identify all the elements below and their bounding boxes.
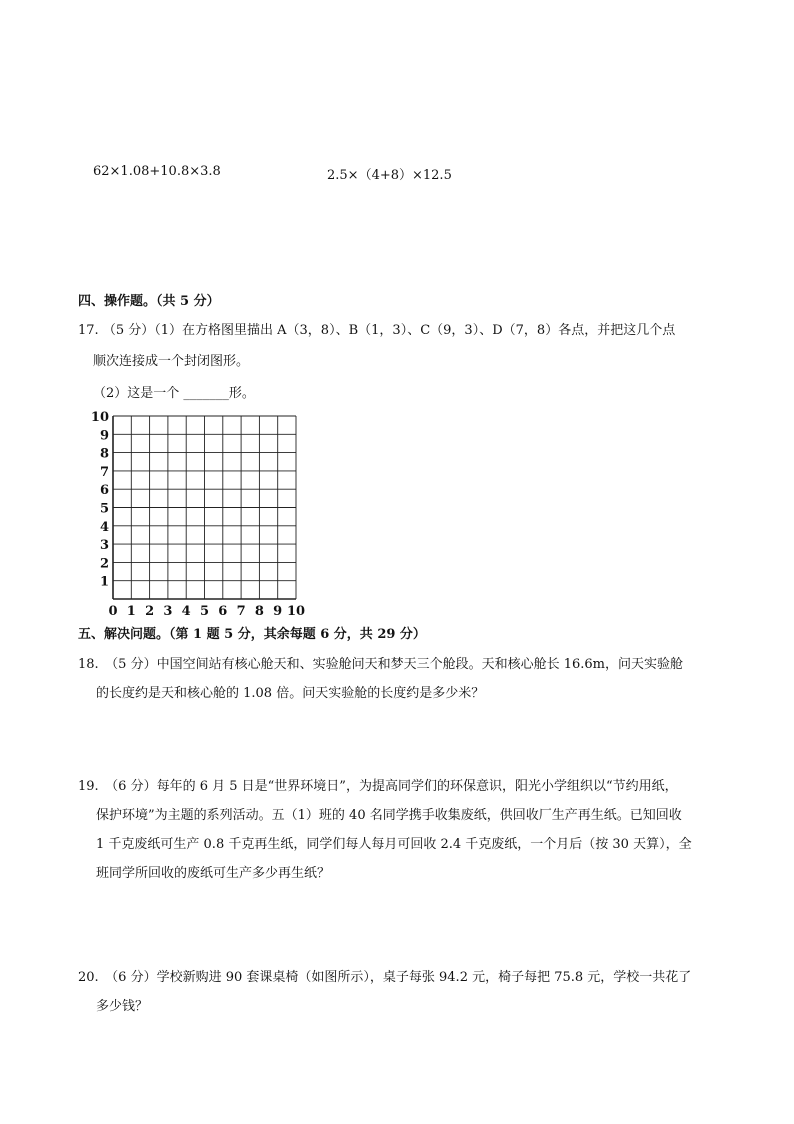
expression-2: 2.5×（4+8）×12.5 bbox=[327, 168, 452, 183]
q17-part1-suffix: 各点，并把这几个点 bbox=[558, 323, 676, 338]
coordinate-grid[interactable] bbox=[90, 402, 315, 622]
grid-svg bbox=[90, 402, 315, 622]
q17-score: （5 分） bbox=[102, 323, 155, 338]
y-axis-tick-label: 2 bbox=[99, 556, 109, 572]
q19-line-4: 班同学所回收的废纸可生产多少再生纸？ bbox=[96, 866, 331, 881]
y-axis-tick-label: 8 bbox=[99, 446, 109, 462]
x-axis-tick-label: 7 bbox=[236, 604, 246, 619]
y-axis-tick-label: 9 bbox=[99, 428, 109, 444]
section-5-heading: 五、解决问题。（第 1 题 5 分，其余每题 6 分，共 29 分） bbox=[78, 627, 426, 642]
x-axis-tick-label: 5 bbox=[199, 604, 210, 619]
point-b: B（1，3） bbox=[348, 323, 408, 338]
q20-line-1: 20. （6 分）学校新购进 90 套课桌椅（如图所示），桌子每张 94.2 元，椅子每把 75.8 元，学校一共花了 bbox=[78, 970, 692, 985]
q17-part2-prefix: （2）这是一个 bbox=[93, 386, 180, 401]
q17-part2-suffix: 形。 bbox=[228, 386, 255, 401]
y-axis-tick-label: 5 bbox=[99, 501, 109, 517]
q20-line-2: 多少钱？ bbox=[96, 999, 149, 1014]
x-axis-tick-label: 10 bbox=[286, 604, 306, 619]
x-axis-tick-label: 6 bbox=[218, 604, 228, 619]
y-axis-tick-label: 1 bbox=[99, 574, 109, 590]
expression-1: 62×1.08+10.8×3.8 bbox=[93, 164, 221, 179]
q19-line-2: 保护环境”为主题的系列活动。五（1）班的 40 名同学携手收集废纸，供回收厂生产再生纸。已知回收 bbox=[96, 808, 682, 823]
x-axis-tick-label: 8 bbox=[254, 604, 264, 619]
y-axis-tick-label: 7 bbox=[99, 464, 109, 480]
y-axis-tick-label: 10 bbox=[90, 410, 109, 425]
q17-line-1 bbox=[78, 319, 675, 338]
q17-line-2: 顺次连接成一个封闭图形。 bbox=[93, 354, 250, 369]
point-d: D（7，8） bbox=[492, 323, 559, 338]
x-axis-tick-label: 9 bbox=[273, 604, 283, 619]
q20 bbox=[78, 963, 691, 1021]
x-axis-tick-label: 0 bbox=[108, 604, 118, 619]
q18 bbox=[78, 650, 683, 708]
y-axis-tick-label: 6 bbox=[99, 483, 109, 499]
q18-line-2: 的长度约是天和核心舱的 1.08 倍。问天实验舱的长度约是多少米？ bbox=[96, 686, 485, 701]
q17-number: 17. bbox=[78, 323, 99, 338]
q17-part-2 bbox=[93, 382, 255, 401]
point-a: A（3，8） bbox=[277, 323, 336, 338]
q19-line-3: 1 千克废纸可生产 0.8 千克再生纸，同学们每人每月可回收 2.4 千克废纸，一个月后（按 30 天算），全 bbox=[96, 837, 692, 852]
q19 bbox=[78, 772, 692, 888]
q18-line-1: 18. （5 分）中国空间站有核心舱天和、实验舱问天和梦天三个舱段。天和核心舱长 16.6m，问天实验舱 bbox=[78, 657, 683, 672]
y-axis-tick-label: 4 bbox=[99, 519, 109, 535]
x-axis-tick-label: 2 bbox=[145, 604, 155, 619]
section-4-heading: 四、操作题。（共 5 分） bbox=[78, 294, 220, 309]
point-c: C（9，3） bbox=[420, 323, 480, 338]
q17-part1-prefix: （1）在方格图里描出 bbox=[154, 323, 278, 338]
separator: 、 bbox=[407, 323, 421, 338]
q19-line-1: 19. （6 分）每年的 6 月 5 日是“世界环境日”，为提高同学们的环保意识，阳光小学组织以“节约用纸， bbox=[78, 779, 678, 794]
separator: 、 bbox=[479, 323, 493, 338]
x-axis-tick-label: 3 bbox=[163, 604, 173, 619]
y-axis-tick-label: 3 bbox=[99, 538, 109, 554]
separator: 、 bbox=[335, 323, 349, 338]
answer-blank[interactable]: _______ bbox=[183, 386, 229, 401]
x-axis-tick-label: 4 bbox=[181, 604, 191, 619]
x-axis-tick-label: 1 bbox=[126, 604, 136, 619]
